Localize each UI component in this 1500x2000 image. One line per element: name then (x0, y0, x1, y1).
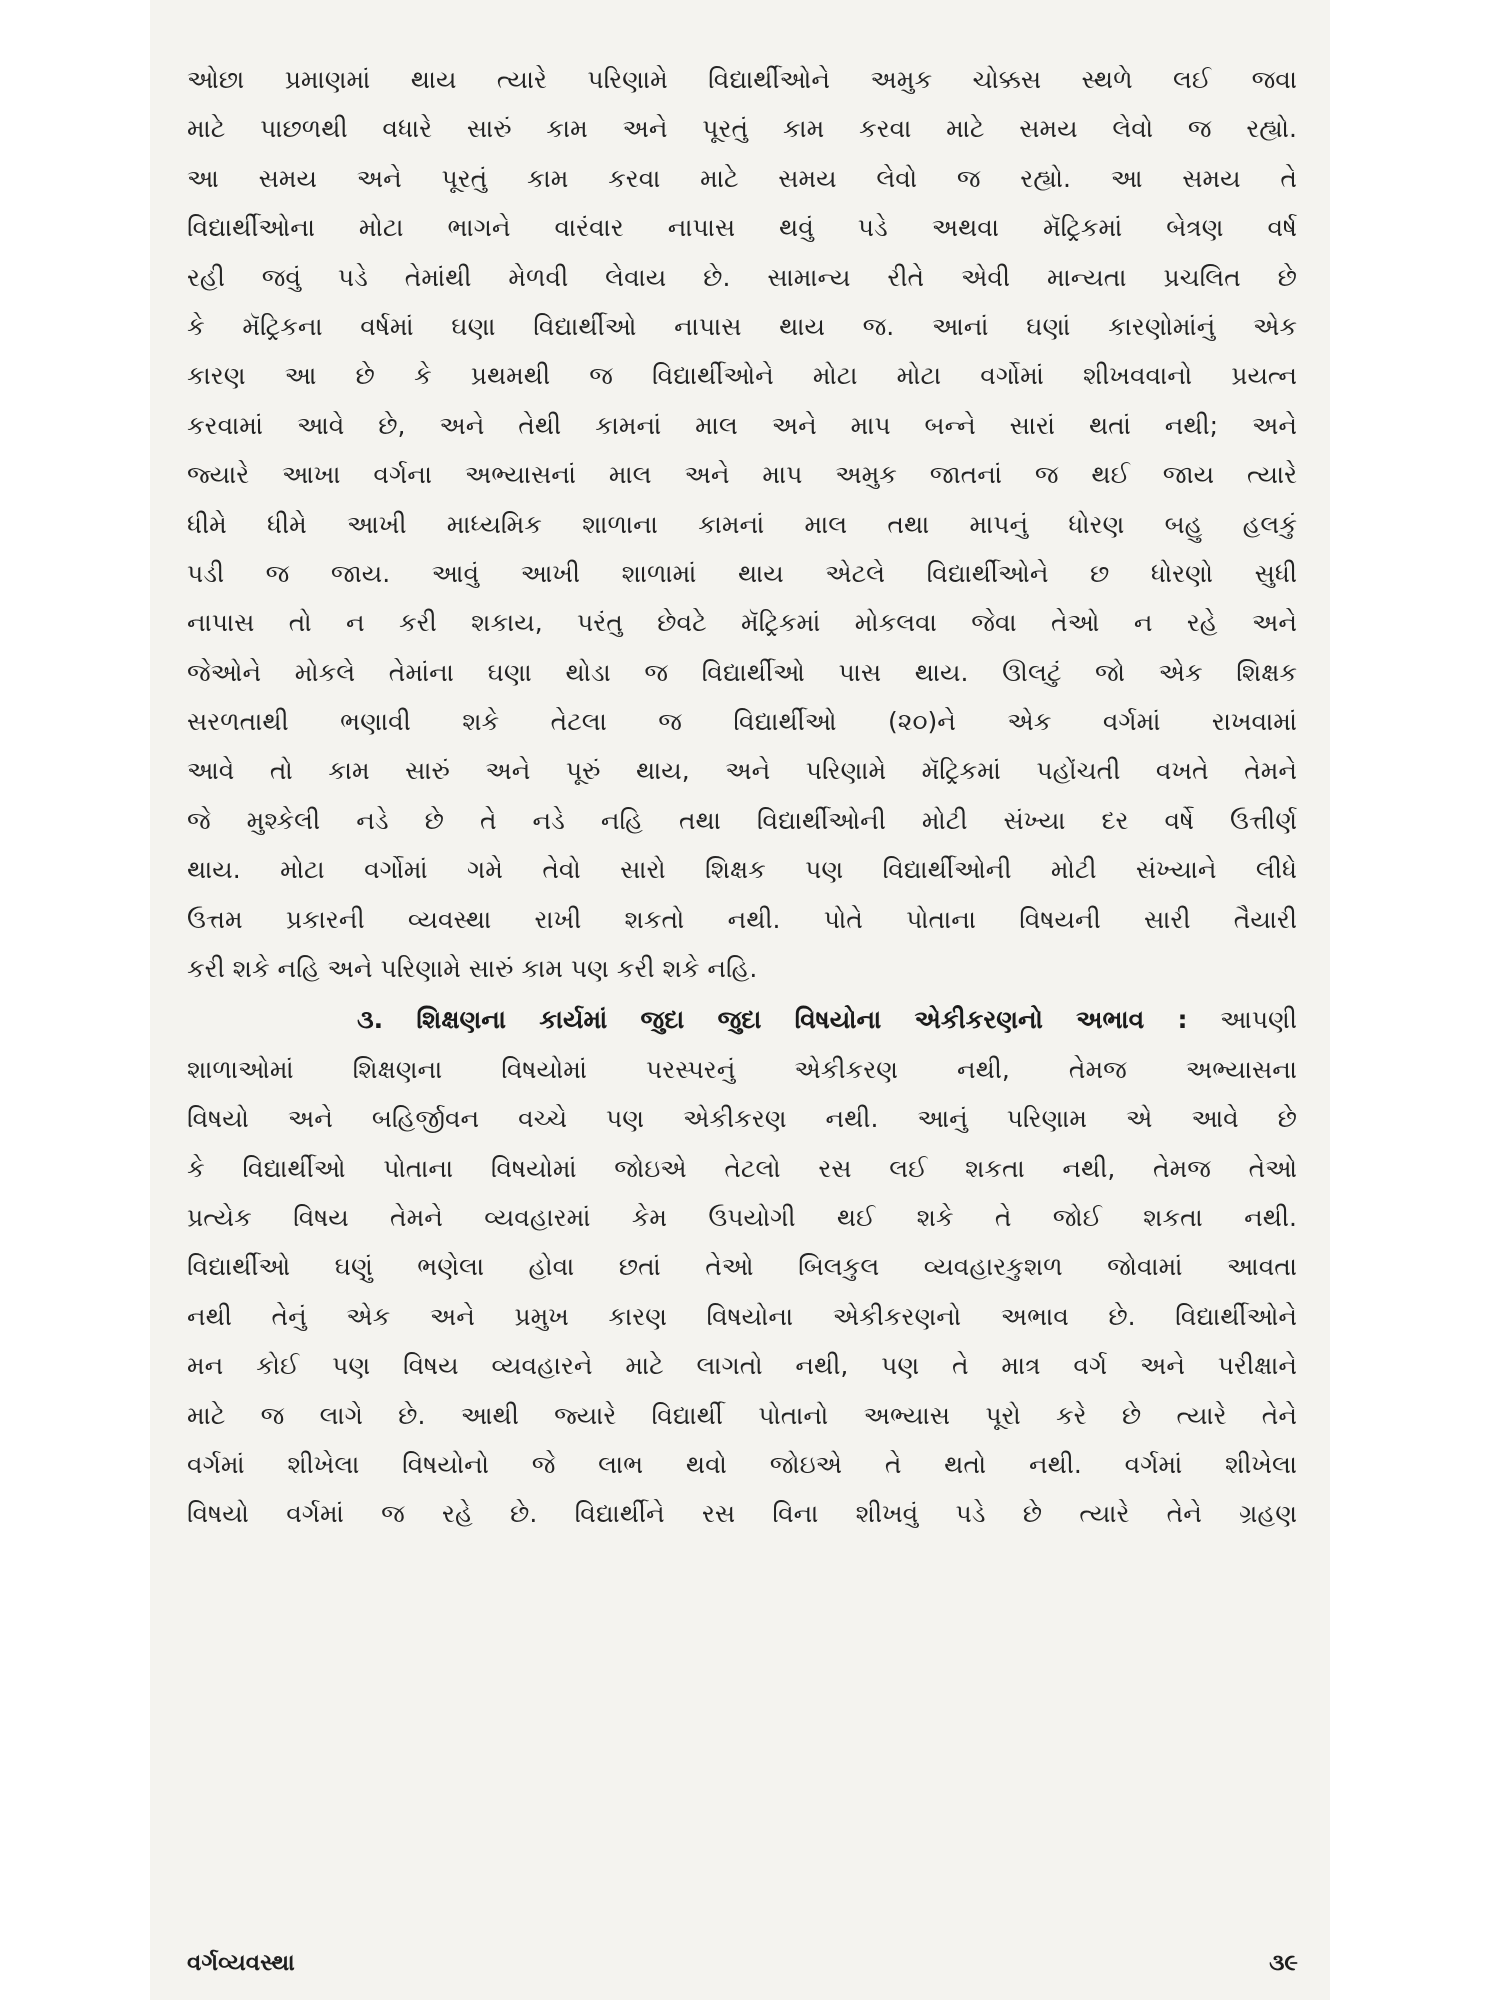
text-line: કરવામાં આવે છે, અને તેથી કામનાં માલ અને માપ બન્ને સારાં થતાં નથી; અને (187, 410, 1297, 440)
text-line: વિષયો વર્ગમાં જ રહે છે. વિદ્યાર્થીને રસ વિના શીખવું પડે છે ત્યારે તેને ગ્રહણ (187, 1499, 1297, 1529)
text-line: માટે જ લાગે છે. આથી જ્યારે વિદ્યાર્થી પોતાનો અભ્યાસ પૂરો કરે છે ત્યારે તેને (187, 1400, 1297, 1430)
text-line: આ સમય અને પૂરતું કામ કરવા માટે સમય લેવો જ રહ્યો. આ સમય તે (187, 163, 1297, 193)
text-line: વિષયો અને બહિર્જીવન વચ્ચે પણ એકીકરણ નથી. આનું પરિણામ એ આવે છે (187, 1104, 1297, 1134)
text-line: જે મુશ્કેલી નડે છે તે નડે નહિ તથા વિદ્યાર્થીઓની મોટી સંખ્યા દર વર્ષે ઉત્તીર્ણ (187, 805, 1297, 835)
text-line: ઉત્તમ પ્રકારની વ્યવસ્થા રાખી શકતો નથી. પોતે પોતાના વિષયની સારી તૈયારી (187, 904, 1297, 934)
text-line: કરી શકે નહિ અને પરિણામે સારું કામ પણ કરી શકે નહિ. (187, 954, 758, 984)
text-line: કે મૅટ્રિકના વર્ષમાં ઘણા વિદ્યાર્થીઓ નાપાસ થાય જ. આનાં ઘણાં કારણોમાંનું એક (187, 311, 1297, 341)
footer-chapter-title: વર્ગવ્યવસ્થા (187, 1950, 295, 1976)
text-line: કારણ આ છે કે પ્રથમથી જ વિદ્યાર્થીઓને મોટા મોટા વર્ગોમાં શીખવવાનો પ્રયત્ન (187, 361, 1297, 391)
text-line: કે વિદ્યાર્થીઓ પોતાના વિષયોમાં જોઇએ તેટલો રસ લઈ શકતા નથી, તેમજ તેઓ (187, 1153, 1297, 1183)
text-line: ઓછા પ્રમાણમાં થાય ત્યારે પરિણામે વિદ્યાર્થીઓને અમુક ચોક્કસ સ્થળે લઈ જવા (187, 65, 1297, 94)
page-body (187, 55, 1297, 1539)
text-line: નથી તેનું એક અને પ્રમુખ કારણ વિષયોના એકીકરણનો અભાવ છે. વિદ્યાર્થીઓને (187, 1301, 1297, 1331)
text-line: શાળાઓમાં શિક્ષણના વિષયોમાં પરસ્પરનું એકીકરણ નથી, તેમજ અભ્યાસના (187, 1054, 1297, 1084)
text-line: ધીમે ધીમે આખી માધ્યમિક શાળાના કામનાં માલ તથા માપનું ધોરણ બહુ હલકું (187, 509, 1297, 539)
text-line: જેઓને મોકલે તેમાંના ઘણા થોડા જ વિદ્યાર્થીઓ પાસ થાય. ઊલટું જો એક શિક્ષક (187, 657, 1297, 687)
text-line: માટે પાછળથી વધારે સારું કામ અને પૂરતું કામ કરવા માટે સમય લેવો જ રહ્યો. (187, 114, 1297, 144)
text-line: આવે તો કામ સારું અને પૂરું થાય, અને પરિણામે મૅટ્રિકમાં પહોંચતી વખતે તેમને (187, 756, 1297, 786)
text-line: સરળતાથી ભણાવી શકે તેટલા જ વિદ્યાર્થીઓ (૨૦)ને એક વર્ગમાં રાખવામાં (187, 707, 1297, 737)
section-heading: ૩. શિક્ષણના કાર્યમાં જુદા જુદા વિષયોના એકીકરણનો અભાવ : (357, 1005, 1188, 1035)
text-line: જ્યારે આખા વર્ગના અભ્યાસનાં માલ અને માપ અમુક જાતનાં જ થઈ જાય ત્યારે (187, 460, 1297, 490)
text-line: રહી જવું પડે તેમાંથી મેળવી લેવાય છે. સામાન્ય રીતે એવી માન્યતા પ્રચલિત છે (187, 262, 1297, 292)
text-line: વિદ્યાર્થીઓ ઘણું ભણેલા હોવા છતાં તેઓ બિલકુલ વ્યવહારકુશળ જોવામાં આવતા (187, 1252, 1297, 1282)
text-line: વર્ગમાં શીખેલા વિષયોનો જે લાભ થવો જોઇએ તે થતો નથી. વર્ગમાં શીખેલા (187, 1449, 1297, 1479)
book-page (150, 0, 1330, 2000)
text-line: વિદ્યાર્થીઓના મોટા ભાગને વારંવાર નાપાસ થવું પડે અથવા મૅટ્રિકમાં બેત્રણ વર્ષ (187, 213, 1297, 243)
text-line: પડી જ જાય. આવું આખી શાળામાં થાય એટલે વિદ્યાર્થીઓને છ ધોરણો સુધી (187, 558, 1297, 588)
text-line: મન કોઈ પણ વિષય વ્યવહારને માટે લાગતો નથી, પણ તે માત્ર વર્ગ અને પરીક્ષાને (187, 1351, 1297, 1381)
page-number: ૩૯ (1269, 1950, 1298, 1976)
text-line: થાય. મોટા વર્ગોમાં ગમે તેવો સારો શિક્ષક પણ વિદ્યાર્થીઓની મોટી સંખ્યાને લીધે (187, 855, 1297, 885)
text-line: નાપાસ તો ન કરી શકાય, પરંતુ છેવટે મૅટ્રિકમાં મોકલવા જેવા તેઓ ન રહે અને (187, 608, 1297, 638)
section-heading-tail: આપણી (1220, 1005, 1297, 1035)
text-line: પ્રત્યેક વિષય તેમને વ્યવહારમાં કેમ ઉપયોગી થઈ શકે તે જોઈ શકતા નથી. (187, 1202, 1297, 1232)
section-heading-line (187, 995, 1297, 1044)
